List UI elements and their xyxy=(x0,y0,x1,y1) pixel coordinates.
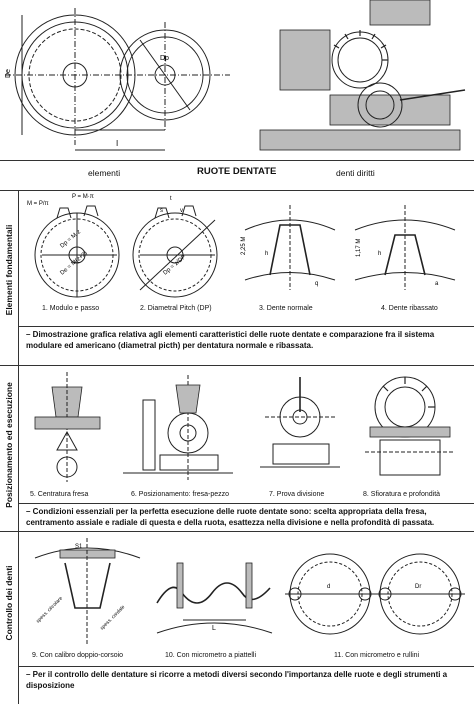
divider-s1 xyxy=(0,365,474,366)
svg-text:q: q xyxy=(315,281,319,287)
svg-text:S1: S1 xyxy=(75,544,83,550)
svg-text:1,17 M: 1,17 M xyxy=(356,238,362,257)
divider-s1-note xyxy=(18,326,474,327)
milling-machine-drawing xyxy=(250,0,474,160)
section-1-label: Elementi fondamentali xyxy=(4,224,14,316)
fig7-prova-divisione-drawing xyxy=(255,372,345,484)
divider-s2 xyxy=(0,531,474,532)
svg-text:2,25 M: 2,25 M xyxy=(241,236,247,255)
fig8-sfioratura-drawing xyxy=(355,372,465,484)
caption-11: 11. Con micrometro e rullini xyxy=(334,652,420,659)
divider-s2-note xyxy=(18,503,474,504)
fig10-piattelli-drawing xyxy=(152,538,277,648)
fig1-modulo-drawing xyxy=(22,190,127,302)
caption-6: 6. Posizionamento: fresa-pezzo xyxy=(131,491,230,498)
caption-5: 5. Centratura fresa xyxy=(30,491,89,498)
fig6-posizionamento-drawing xyxy=(118,375,238,485)
page-title: RUOTE DENTATE xyxy=(197,166,277,177)
svg-text:spess. circolare: spess. circolare xyxy=(35,595,64,625)
fig4-dente-ribassato-drawing xyxy=(350,195,460,295)
fig5-centratura-drawing xyxy=(30,372,105,484)
large-gear xyxy=(5,8,230,145)
small-gear xyxy=(120,22,210,130)
divider-s3-note xyxy=(18,666,474,667)
svg-text:h: h xyxy=(378,251,382,257)
section-2-label: Posizionamento ed esecuzione xyxy=(4,382,14,508)
caption-9: 9. Con calibro doppio-corsoio xyxy=(32,652,124,659)
caption-1: 1. Modulo e passo xyxy=(42,305,100,312)
section-2-note: – Condizioni essenziali per la perfetta esecuzione delle ruote dentate sono: scelta appropriata della fresa, centramento assiale e radiale di questa e della ruota, esattezza nella divisione e nella profondità di passata. xyxy=(26,507,435,527)
svg-text:spess. cordale: spess. cordale xyxy=(99,604,127,632)
svg-text:Dr: Dr xyxy=(415,584,422,590)
caption-3: 3. Dente normale xyxy=(259,305,313,312)
svg-text:M = P/π: M = P/π xyxy=(27,201,49,207)
svg-text:s: s xyxy=(160,208,163,214)
svg-text:h: h xyxy=(265,251,269,257)
fig9-calibro-drawing xyxy=(30,538,145,648)
header-left: elementi xyxy=(88,168,121,178)
section-1-note: – Dimostrazione grafica relativa agli elementi caratteristici delle ruote dentate e comparazione fra il sistema modulare ed americano (diametral picth) per dentatura normale e ribassata. xyxy=(26,330,435,350)
fig3-dente-normale-drawing xyxy=(240,195,340,295)
header-right: denti diritti xyxy=(336,168,375,178)
svg-text:Dp = M·z: Dp = M·z xyxy=(59,229,83,250)
label-dp: Dp xyxy=(160,55,169,62)
caption-8: 8. Sfioratura e profondità xyxy=(363,491,441,498)
gear-pair-drawing xyxy=(0,0,240,160)
svg-text:a: a xyxy=(435,281,439,287)
fig2-diametral-drawing xyxy=(120,190,232,302)
section-3-label: Controllo dei denti xyxy=(4,565,14,641)
section-3-note: – Per il controllo delle dentature si ricorre a metodi diversi secondo l'importanza delle ruote e degli strumenti a disposizione xyxy=(26,670,448,690)
side-divider xyxy=(18,190,19,704)
divider-top xyxy=(0,160,474,161)
caption-10: 10. Con micrometro a piattelli xyxy=(165,652,257,659)
fig11-rullini-drawing xyxy=(285,540,465,648)
svg-text:P = M·π: P = M·π xyxy=(72,194,94,200)
svg-text:De = M(z+2): De = M(z+2) xyxy=(59,250,89,277)
caption-7: 7. Prova divisione xyxy=(269,491,325,498)
caption-4: 4. Dente ribassato xyxy=(381,305,438,312)
label-de: De xyxy=(5,69,12,78)
label-i: I xyxy=(116,139,119,148)
svg-text:d: d xyxy=(327,584,331,590)
caption-2: 2. Diametral Pitch (DP) xyxy=(140,305,212,312)
svg-text:Dp = z/DP: Dp = z/DP xyxy=(162,254,188,277)
svg-text:t: t xyxy=(170,196,172,202)
svg-text:v: v xyxy=(180,208,183,214)
svg-text:L: L xyxy=(212,625,216,632)
